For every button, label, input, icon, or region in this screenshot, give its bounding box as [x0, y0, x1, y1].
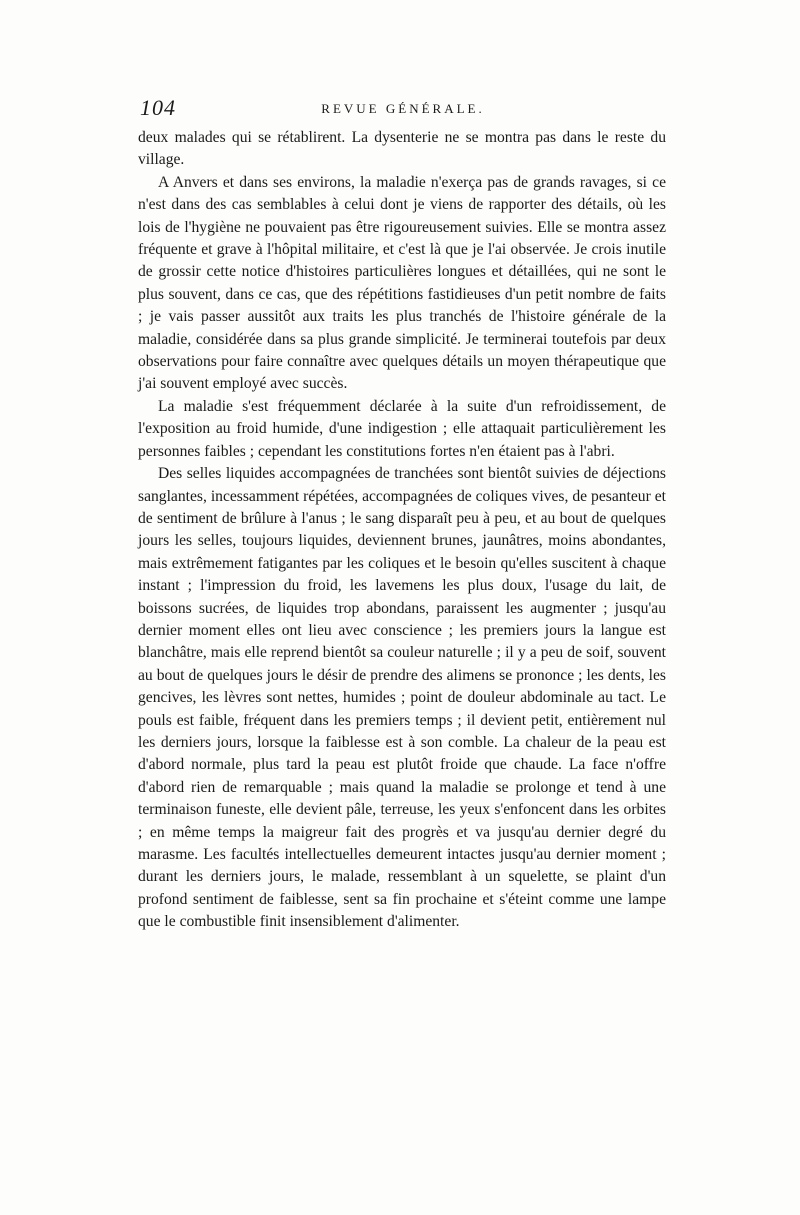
page-header [140, 97, 666, 121]
paragraph-anvers: A Anvers et dans ses environs, la maladie n'exerça pas de grands ravages, si ce n'est dans des cas semblables à celui dont je viens de rapporter des détails, où les lois de l'hygiène ne pouvaient pas être rigoureusement suivies. Elle se montra assez fréquente et grave à l'hôpital militaire, et c'est là que je l'ai observée. Je crois inutile de grossir cette notice d'histoires particulières longues et détaillées, qui ne sont le plus souvent, dans ce cas, que des répétitions fastidieuses d'un petit nombre de faits ; je vais passer aussitôt aux traits les plus tranchés de l'histoire générale de la maladie, considérée dans sa plus grande simplicité. Je terminerai toutefois par deux observations pour faire connaître avec quelques détails un moyen thérapeutique que j'ai souvent employé avec succès. [138, 173, 666, 393]
paragraph-continuation: deux malades qui se rétablirent. La dysenterie ne se montra pas dans le reste du village. [138, 129, 666, 169]
paragraph-symptoms: Des selles liquides accompagnées de tranchées sont bientôt suivies de déjections sanglantes, incessamment répétées, accompagnées de coliques vives, de pesanteur et de sentiment de brûlure à l'anus ; le sang disparaît peu à peu, et au bout de quelques jours les selles, toujours liquides, deviennent brunes, jaunâtres, moins abondantes, mais extrêmement fatigantes par les coliques et le besoin qu'elles suscitent à chaque instant ; l'impression du froid, les lavemens les plus doux, l'usage du lait, de boissons sucrées, de liquides trop abondans, paraissent les augmenter ; jusqu'au dernier moment elles ont lieu avec conscience ; les premiers jours la langue est blanchâtre, mais elle reprend bientôt sa couleur naturelle ; il y a peu de soif, souvent au bout de quelques jours le désir de prendre des alimens se prononce ; les dents, les gencives, les lèvres sont nettes, humides ; point de douleur abdominale au tact. Le pouls est faible, fréquent dans les premiers temps ; il devient petit, entièrement nul les derniers jours, lorsque la faiblesse est à son comble. La chaleur de la peau est d'abord normale, plus tard la peau est plutôt froide que chaude. La face n'offre d'abord rien de remarquable ; mais quand la maladie se prolonge et tend à une terminaison funeste, elle devient pâle, terreuse, les yeux s'enfoncent dans les orbites ; en même temps la maigreur fait des progrès et va jusqu'au dernier degré du marasme. Les facultés intellectuelles demeurent intactes jusqu'au dernier moment ; durant les derniers jours, le malade, ressemblant à un squelette, se plaint d'un profond sentiment de faiblesse, sent sa fin prochaine et s'éteint comme une lampe que le combustible finit insensiblement d'alimenter. [138, 465, 666, 931]
body-text [138, 127, 666, 934]
paragraph-onset: La maladie s'est fréquemment déclarée à la suite d'un refroidissement, de l'exposition au froid humide, d'une indigestion ; elle attaquait particulièrement les personnes faibles ; cependant les constitutions fortes n'en étaient pas à l'abri. [138, 397, 666, 460]
page-number: 104 [140, 95, 176, 120]
running-title: REVUE GÉNÉRALE. [321, 101, 485, 116]
